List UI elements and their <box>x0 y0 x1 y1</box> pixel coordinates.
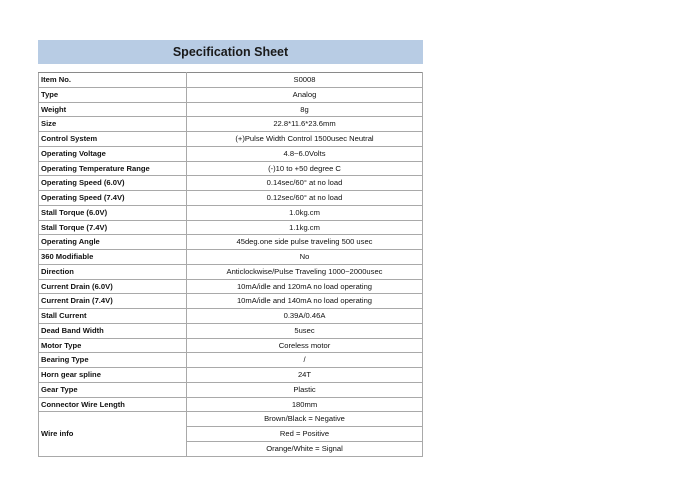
spec-row <box>39 397 423 412</box>
spec-row <box>39 205 423 220</box>
spec-value: 22.8*11.6*23.6mm <box>187 117 423 132</box>
wire-info-label: Wire info <box>39 412 187 456</box>
spec-value: No <box>187 250 423 265</box>
spec-value: (-)10 to +50 degree C <box>187 161 423 176</box>
spec-label: Current Drain (7.4V) <box>39 294 187 309</box>
spec-value: 4.8~6.0Volts <box>187 146 423 161</box>
spec-row <box>39 102 423 117</box>
spec-row <box>39 368 423 383</box>
spec-label: Operating Angle <box>39 235 187 250</box>
spec-label: Direction <box>39 264 187 279</box>
spec-value: S0008 <box>187 73 423 88</box>
spec-value: 1.1kg.cm <box>187 220 423 235</box>
spec-label: Bearing Type <box>39 353 187 368</box>
spec-label: Current Drain (6.0V) <box>39 279 187 294</box>
spec-row <box>39 73 423 88</box>
spec-value: 5usec <box>187 323 423 338</box>
spec-label: 360 Modifiable <box>39 250 187 265</box>
spec-label: Type <box>39 87 187 102</box>
spec-row <box>39 87 423 102</box>
spec-row <box>39 161 423 176</box>
spec-row <box>39 146 423 161</box>
wire-info-value: Orange/White = Signal <box>187 441 423 456</box>
spec-row <box>39 250 423 265</box>
spec-value: 0.39A/0.46A <box>187 309 423 324</box>
spec-value: / <box>187 353 423 368</box>
spec-row <box>39 220 423 235</box>
spec-value: (+)Pulse Width Control 1500usec Neutral <box>187 132 423 147</box>
wire-info-row <box>39 412 423 427</box>
spec-row <box>39 338 423 353</box>
specification-sheet <box>38 40 423 457</box>
spec-row <box>39 235 423 250</box>
spec-label: Operating Voltage <box>39 146 187 161</box>
spec-value: Analog <box>187 87 423 102</box>
spec-label: Stall Torque (6.0V) <box>39 205 187 220</box>
spec-label: Operating Temperature Range <box>39 161 187 176</box>
spec-label: Operating Speed (6.0V) <box>39 176 187 191</box>
spec-row <box>39 382 423 397</box>
spec-value: Coreless motor <box>187 338 423 353</box>
spec-label: Operating Speed (7.4V) <box>39 191 187 206</box>
spec-value: 45deg.one side pulse traveling 500 usec <box>187 235 423 250</box>
spec-row <box>39 309 423 324</box>
spec-label: Control System <box>39 132 187 147</box>
spec-row <box>39 191 423 206</box>
spec-row <box>39 176 423 191</box>
spec-value: Anticlockwise/Pulse Traveling 1000~2000usec <box>187 264 423 279</box>
spec-row <box>39 323 423 338</box>
spec-value: Plastic <box>187 382 423 397</box>
spec-label: Size <box>39 117 187 132</box>
spec-label: Weight <box>39 102 187 117</box>
spec-table-body <box>39 73 423 457</box>
title-spacer <box>38 64 423 72</box>
spec-row <box>39 294 423 309</box>
spec-label: Item No. <box>39 73 187 88</box>
spec-value: 0.14sec/60° at no load <box>187 176 423 191</box>
spec-row <box>39 264 423 279</box>
sheet-title: Specification Sheet <box>38 40 423 64</box>
wire-info-value: Brown/Black = Negative <box>187 412 423 427</box>
spec-label: Gear Type <box>39 382 187 397</box>
spec-value: 24T <box>187 368 423 383</box>
spec-value: 10mA/idle and 120mA no load operating <box>187 279 423 294</box>
spec-label: Stall Torque (7.4V) <box>39 220 187 235</box>
spec-label: Horn gear spline <box>39 368 187 383</box>
spec-row <box>39 117 423 132</box>
spec-row <box>39 279 423 294</box>
spec-row <box>39 353 423 368</box>
spec-value: 10mA/idle and 140mA no load operating <box>187 294 423 309</box>
spec-table <box>38 72 423 457</box>
wire-info-value: Red = Positive <box>187 427 423 442</box>
spec-label: Connector Wire Length <box>39 397 187 412</box>
spec-value: 0.12sec/60° at no load <box>187 191 423 206</box>
spec-value: 180mm <box>187 397 423 412</box>
spec-row <box>39 132 423 147</box>
spec-value: 8g <box>187 102 423 117</box>
spec-value: 1.0kg.cm <box>187 205 423 220</box>
spec-label: Dead Band Width <box>39 323 187 338</box>
spec-label: Motor Type <box>39 338 187 353</box>
spec-label: Stall Current <box>39 309 187 324</box>
